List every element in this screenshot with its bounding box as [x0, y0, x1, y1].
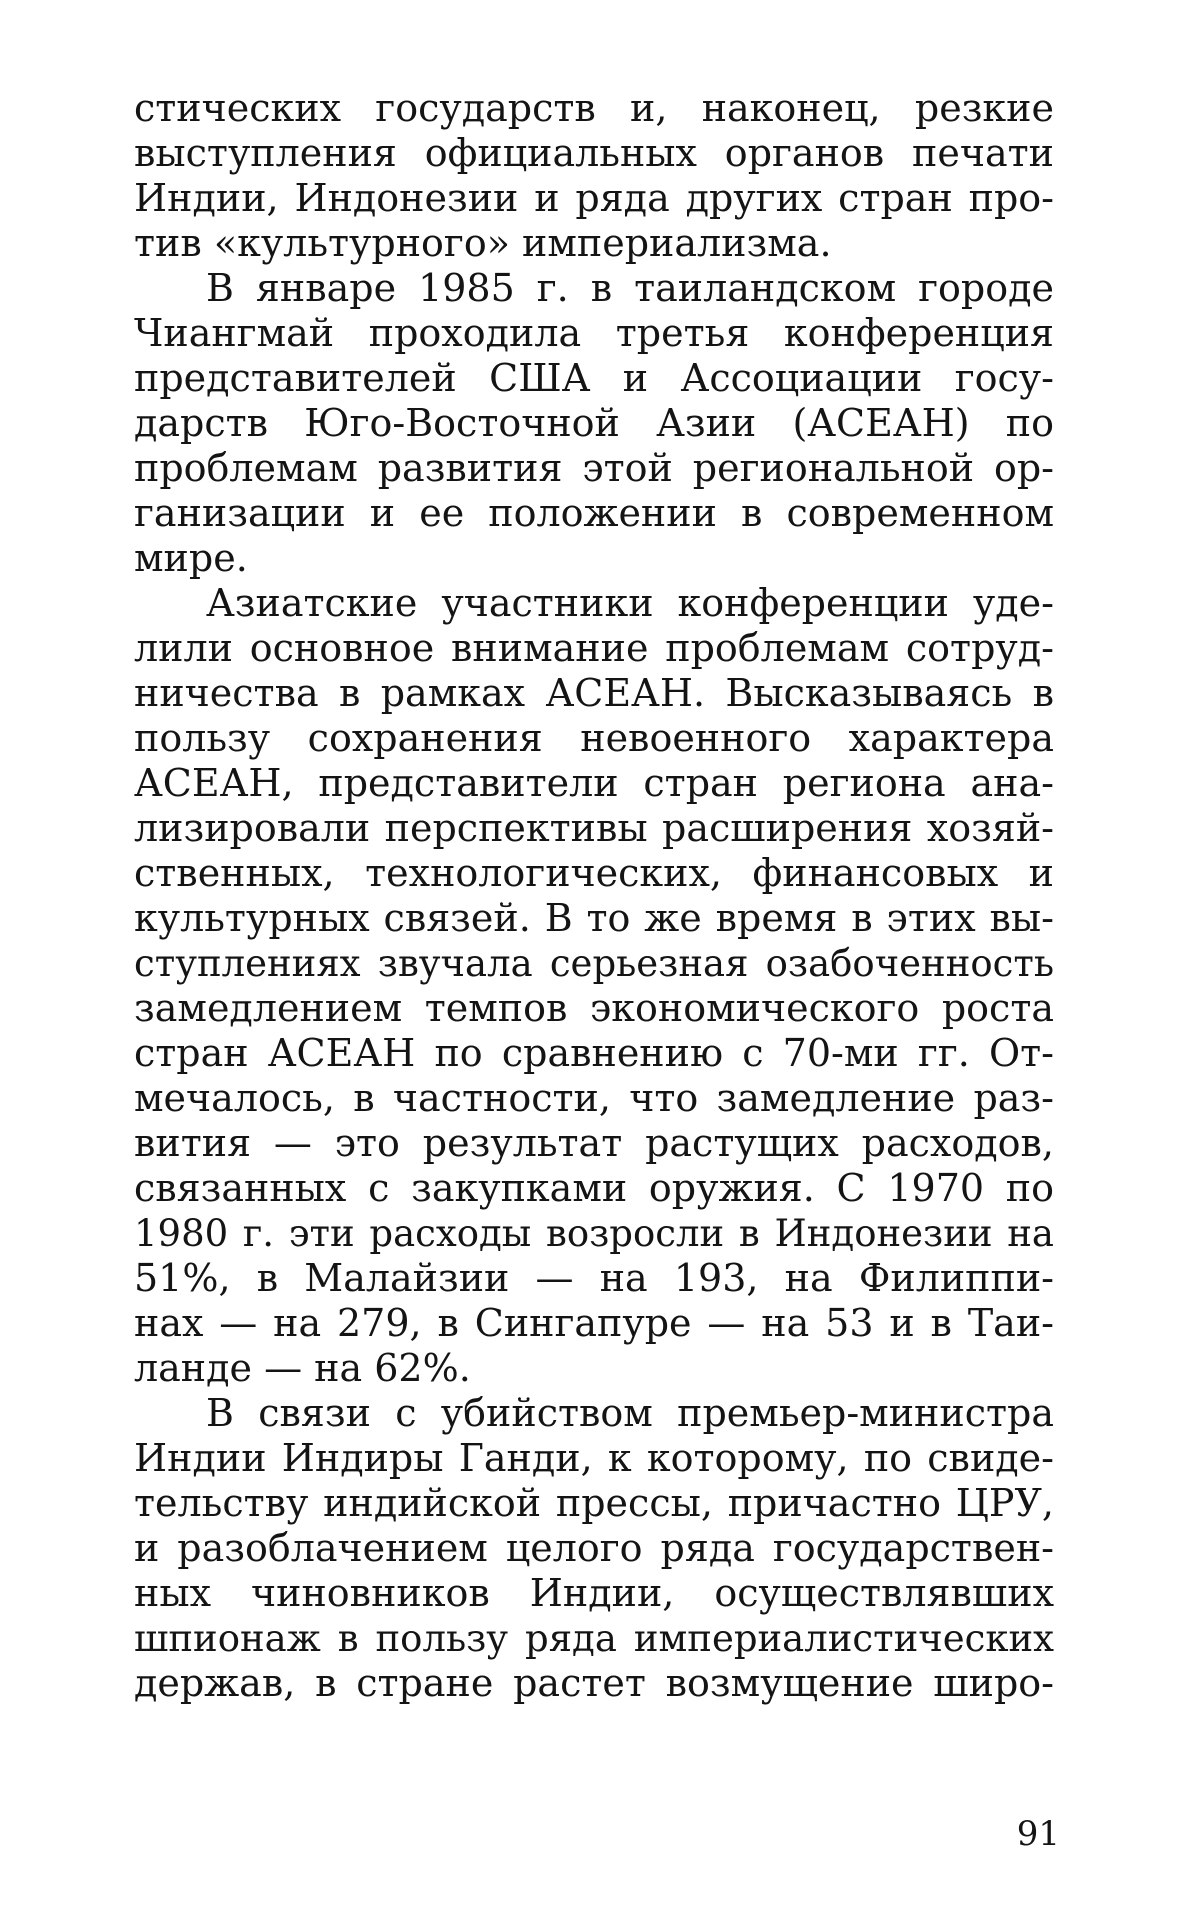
text-line: нах — на 279, в Сингапуре — на 53 и в Таи- — [134, 1301, 1054, 1345]
text-line: ганизации и ее положении в современном — [134, 491, 1054, 535]
text-line: Азиатские участники конференции уде- — [206, 581, 1054, 625]
text-line: Индии, Индонезии и ряда других стран про- — [134, 176, 1054, 220]
text-line: лизировали перспективы расширения хозяй- — [134, 806, 1054, 850]
text-line: стических государств и, наконец, резкие — [134, 86, 1054, 130]
text-line: шпионаж в пользу ряда империалистических — [134, 1617, 1054, 1660]
text-line: 1980 г. эти расходы возросли в Индонезии на — [134, 1212, 1054, 1255]
text-line: и разоблачением целого ряда государствен- — [134, 1526, 1054, 1570]
text-line: АСЕАН, представители стран региона ана- — [134, 761, 1054, 805]
text-line: ственных, технологических, финансовых и — [134, 851, 1054, 895]
text-line: выступления официальных органов печати — [134, 131, 1054, 175]
text-line: пользу сохранения невоенного характера — [134, 716, 1054, 760]
text-line: Чиангмай проходила третья конференция — [134, 311, 1054, 355]
text-line: дарств Юго-Восточной Азии (АСЕАН) по — [134, 401, 1054, 445]
text-line: представителей США и Ассоциации госу- — [134, 356, 1054, 400]
paragraph — [134, 1391, 1054, 1706]
text-line: ных чиновников Индии, осуществлявших — [134, 1571, 1054, 1615]
text-line: ступлениях звучала серьезная озабоченность — [134, 942, 1054, 985]
text-line: ничества в рамках АСЕАН. Высказываясь в — [134, 671, 1054, 715]
text-line: стран АСЕАН по сравнению с 70-ми гг. От- — [134, 1031, 1054, 1075]
paragraph — [134, 581, 1054, 1391]
paragraph — [134, 266, 1054, 581]
text-line: Индии Индиры Ганди, к которому, по свиде- — [134, 1436, 1054, 1480]
text-line: замедлением темпов экономического роста — [134, 986, 1054, 1030]
text-line: вития — это результат растущих расходов, — [134, 1121, 1054, 1165]
text-line: тив «культурного» империализма. — [134, 221, 832, 265]
text-line: держав, в стране растет возмущение широ- — [134, 1661, 1054, 1705]
paragraph — [134, 86, 1054, 266]
text-line: мире. — [134, 536, 248, 580]
page-number: 91 — [1016, 1814, 1060, 1854]
text-line: 51%, в Малайзии — на 193, на Филиппи- — [134, 1256, 1054, 1300]
text-line: культурных связей. В то же время в этих вы- — [134, 896, 1054, 940]
text-line: тельству индийской прессы, причастно ЦРУ, — [134, 1481, 1054, 1525]
text-line: мечалось, в частности, что замедление раз- — [134, 1076, 1054, 1120]
text-line: ланде — на 62%. — [134, 1346, 471, 1390]
text-line: В связи с убийством премьер-министра — [206, 1391, 1054, 1435]
text-line: лили основное внимание проблемам сотруд- — [134, 626, 1054, 670]
text-line: В январе 1985 г. в таиландском городе — [206, 266, 1054, 310]
text-line: связанных с закупками оружия. С 1970 по — [134, 1166, 1054, 1210]
body-text — [134, 86, 1054, 1706]
text-line: проблемам развития этой региональной ор- — [134, 446, 1054, 490]
